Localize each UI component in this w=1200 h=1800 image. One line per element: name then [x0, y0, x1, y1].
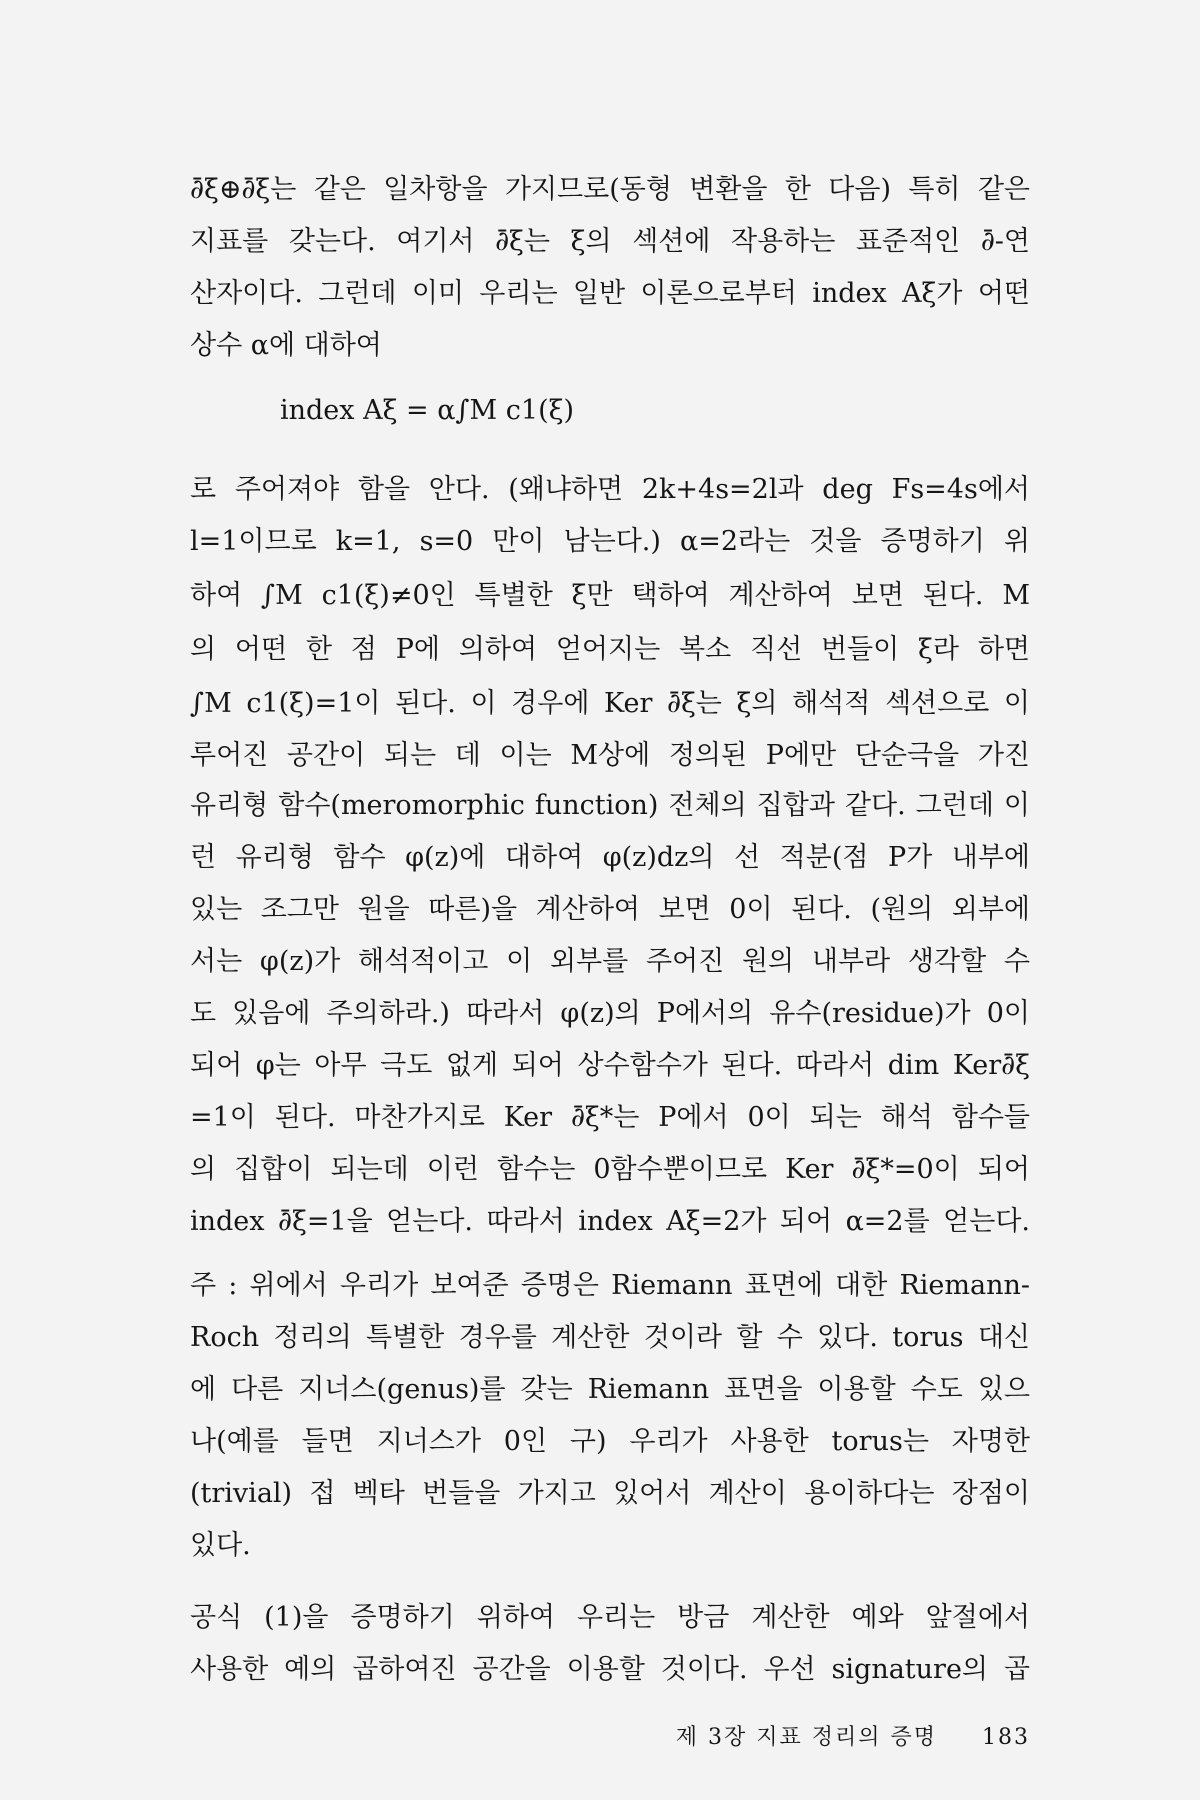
- page-number: 183: [982, 1725, 1030, 1750]
- page-footer: [190, 1720, 1030, 1751]
- text-line: 지표를 갖는다. 여기서 ∂̄ξ는 ξ의 섹션에 작용하는 표준적인 ∂̄-연: [190, 226, 1030, 257]
- text-line: 하여 ∫M c1(ξ)≠0인 특별한 ξ만 택하여 계산하여 보면 된다. M: [190, 580, 1030, 611]
- running-head: 제 3장 지표 정리의 증명: [675, 1725, 938, 1750]
- text-line: 사용한 예의 곱하여진 공간을 이용할 것이다. 우선 signature의 곱: [190, 1654, 1030, 1685]
- text-line: 의 집합이 되는데 이런 함수는 0함수뿐이므로 Ker ∂̄ξ*=0이 되어: [190, 1154, 1030, 1185]
- note-line: 에 다른 지너스(genus)를 갖는 Riemann 표면을 이용할 수도 있으: [190, 1374, 1030, 1405]
- text-line: 서는 φ(z)가 해석적이고 이 외부를 주어진 원의 내부라 생각할 수: [190, 946, 1030, 977]
- text-line: 산자이다. 그런데 이미 우리는 일반 이론으로부터 index Aξ가 어떤: [190, 278, 1030, 309]
- text-line: 되어 φ는 아무 극도 없게 되어 상수함수가 된다. 따라서 dim Ker∂̄ξ: [190, 1050, 1030, 1081]
- text-line: index ∂̄ξ=1을 얻는다. 따라서 index Aξ=2가 되어 α=2를 얻는다.: [190, 1206, 1030, 1237]
- text-line: ∂̄ξ⊕∂̄ξ는 같은 일차항을 가지므로(동형 변환을 한 다음) 특히 같은: [190, 174, 1030, 205]
- note-line: 있다.: [190, 1530, 251, 1561]
- text-line: 유리형 함수(meromorphic function) 전체의 집합과 같다. 그런데 이: [190, 790, 1030, 821]
- note-line: (trivial) 접 벡타 번들을 가지고 있어서 계산이 용이하다는 장점이: [190, 1478, 1030, 1509]
- text-line: 런 유리형 함수 φ(z)에 대하여 φ(z)dz의 선 적분(점 P가 내부에: [190, 842, 1030, 873]
- text-line: 공식 (1)을 증명하기 위하여 우리는 방금 계산한 예와 앞절에서: [190, 1602, 1030, 1633]
- text-line: l=1이므로 k=1, s=0 만이 남는다.) α=2라는 것을 증명하기 위: [190, 526, 1030, 557]
- note-line: 나(예를 들면 지너스가 0인 구) 우리가 사용한 torus는 자명한: [190, 1426, 1030, 1457]
- note-line: 주 : 위에서 우리가 보여준 증명은 Riemann 표면에 대한 Riemann-: [190, 1270, 1030, 1301]
- text-line: 로 주어져야 함을 안다. (왜냐하면 2k+4s=2l과 deg Fs=4s에서: [190, 474, 1030, 505]
- display-equation: index Aξ = α∫M c1(ξ): [280, 395, 575, 426]
- text-line: =1이 된다. 마찬가지로 Ker ∂̄ξ*는 P에서 0이 되는 해석 함수들: [190, 1102, 1030, 1133]
- note-line: Roch 정리의 특별한 경우를 계산한 것이라 할 수 있다. torus 대신: [190, 1322, 1030, 1353]
- text-line: 상수 α에 대하여: [190, 330, 382, 361]
- text-line: 루어진 공간이 되는 데 이는 M상에 정의된 P에만 단순극을 가진: [190, 740, 1030, 771]
- text-line: ∫M c1(ξ)=1이 된다. 이 경우에 Ker ∂̄ξ는 ξ의 해석적 섹션으로 이: [190, 688, 1030, 719]
- text-line: 있는 조그만 원을 따른)을 계산하여 보면 0이 된다. (원의 외부에: [190, 894, 1030, 925]
- text-line: 도 있음에 주의하라.) 따라서 φ(z)의 P에서의 유수(residue)가 0이: [190, 998, 1030, 1029]
- text-line: 의 어떤 한 점 P에 의하여 얻어지는 복소 직선 번들이 ξ라 하면: [190, 634, 1030, 665]
